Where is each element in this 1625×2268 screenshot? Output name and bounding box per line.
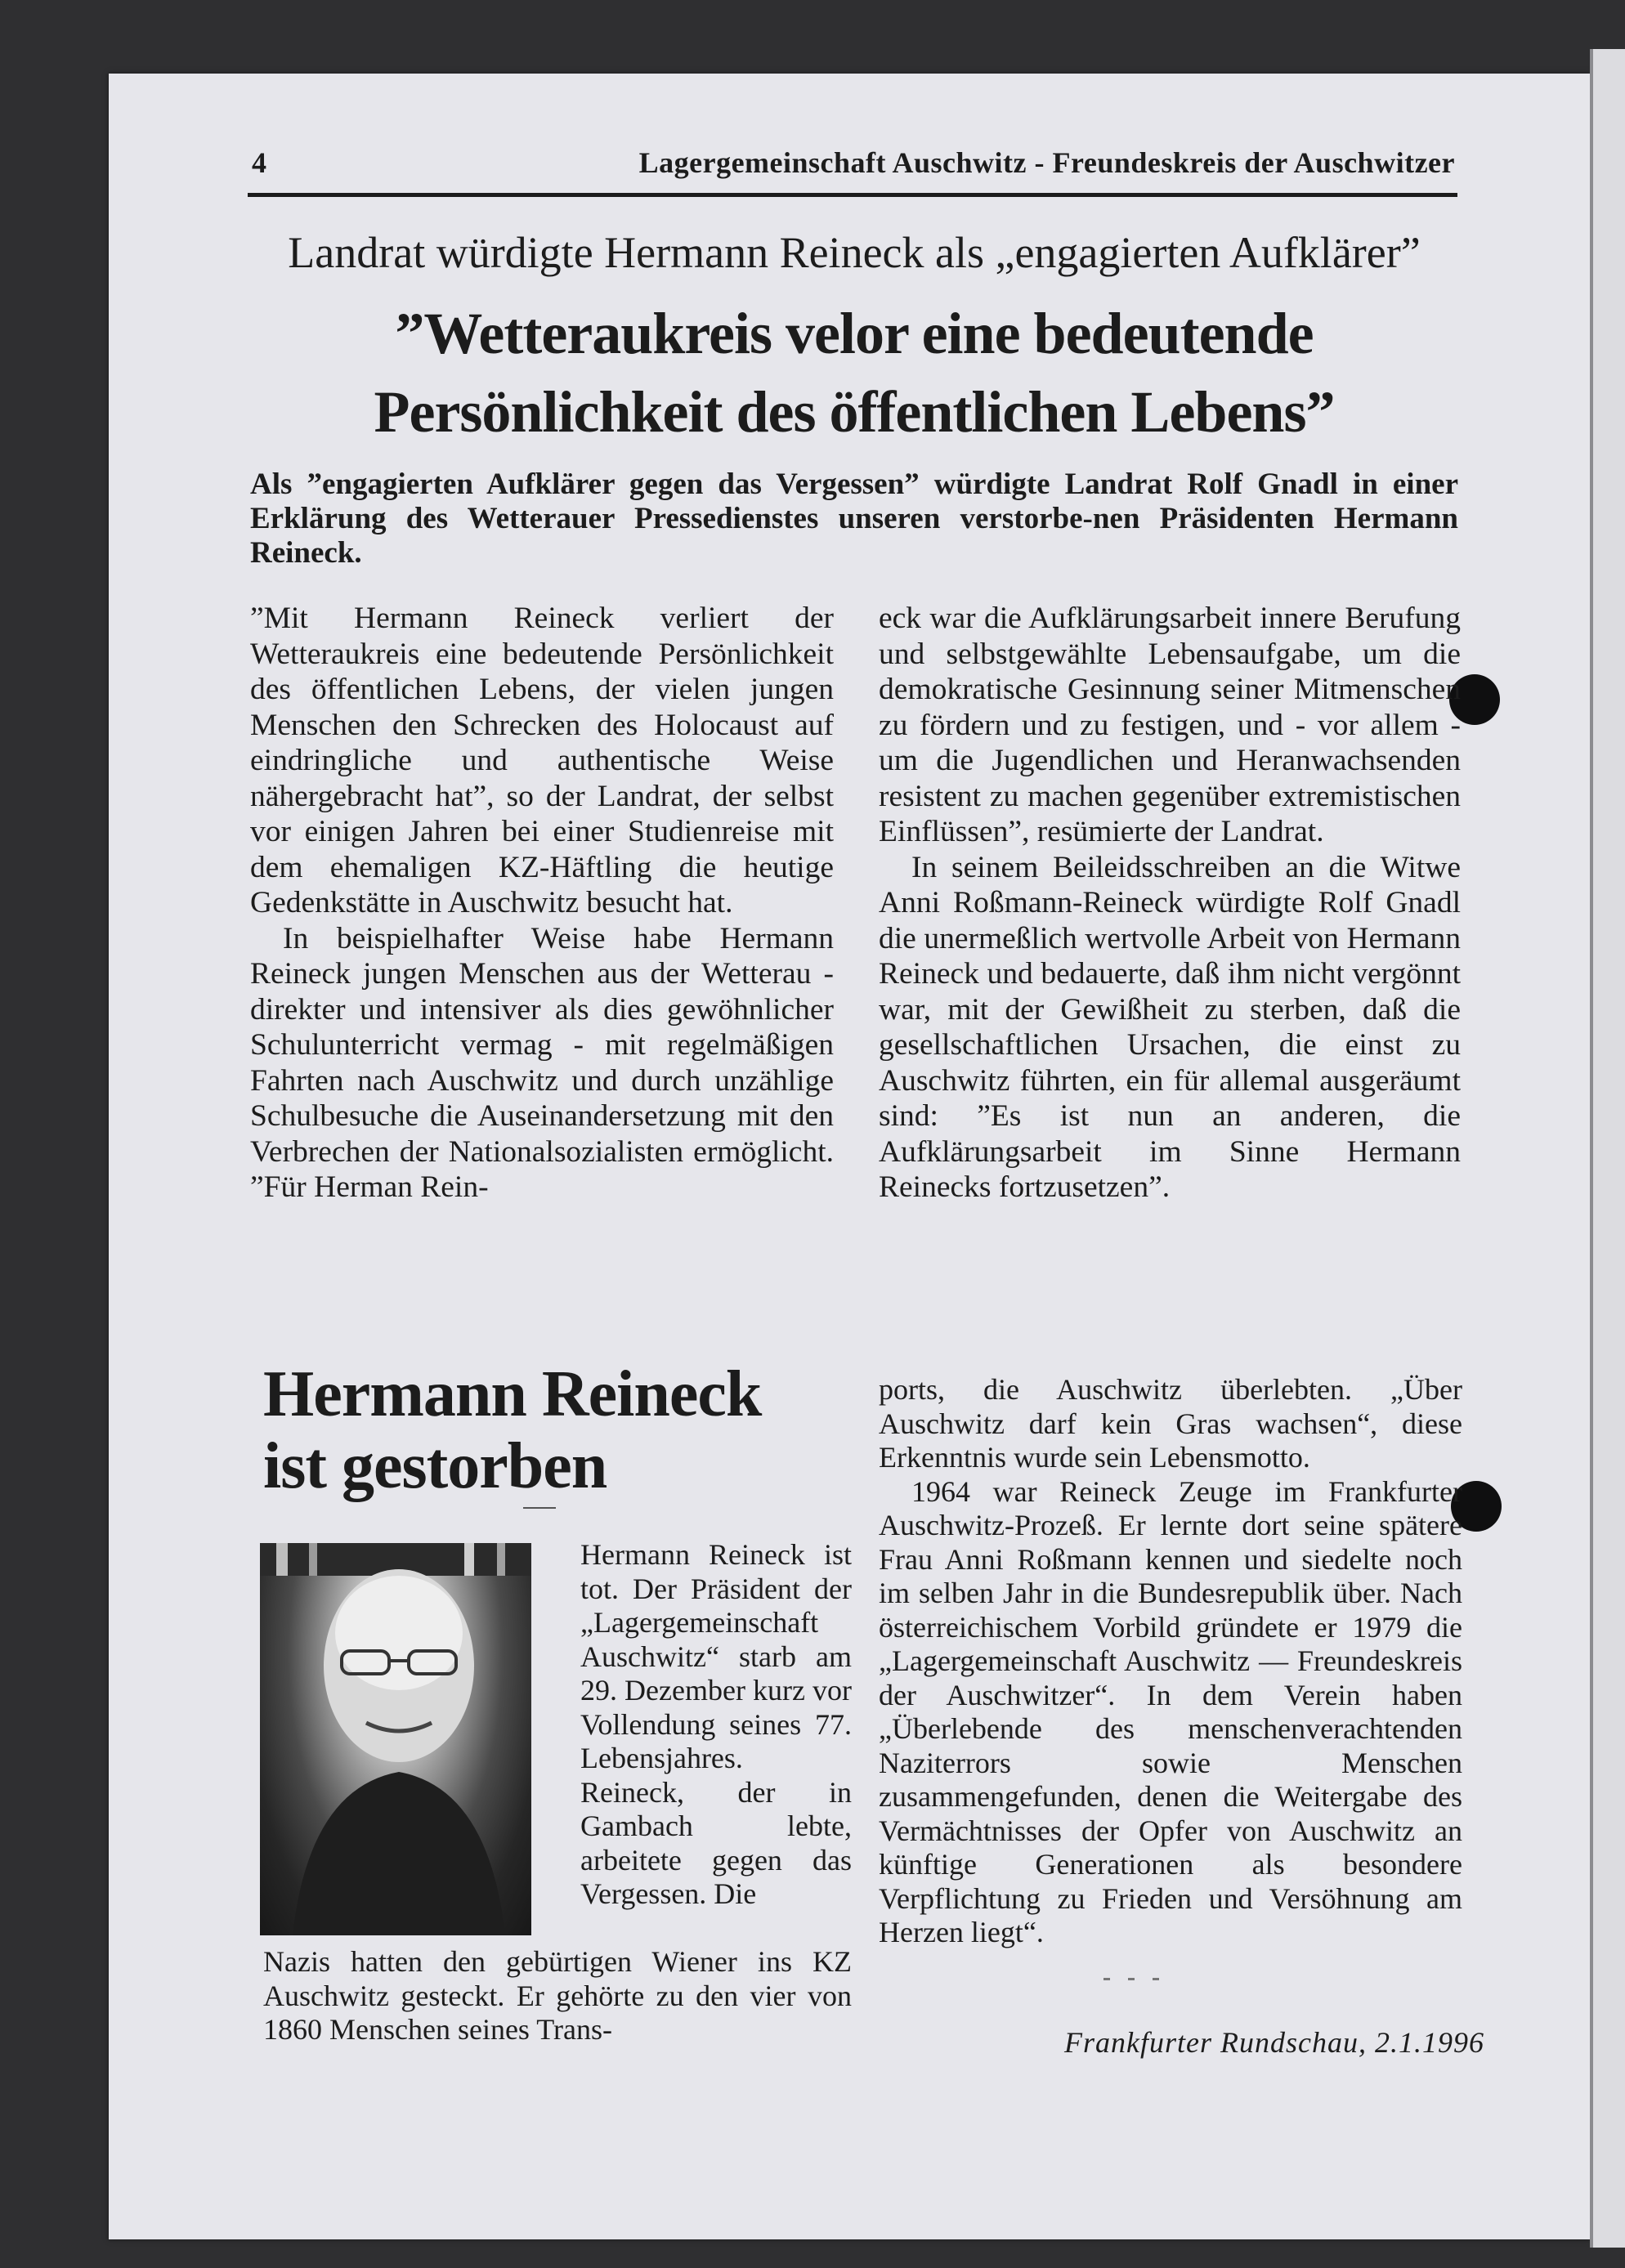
header-rule <box>248 193 1457 197</box>
page-fold-shadow <box>1590 49 1593 2248</box>
running-head-title: Lagergemeinschaft Auschwitz - Freundeskreis der Auschwitzer <box>638 146 1455 179</box>
divider <box>523 1507 556 1509</box>
paragraph: eck war die Aufklärungsarbeit innere Berufung und selbstgewählte Lebensaufgabe, um die demokratische Gesinnung seiner Mitmenschen zu fördern und zu festigen, und - vor allem - um die Jugendlichen und Heranwachsenden resistent zu machen gegenüber extremistischen Einflüssen”, resümierte der Landrat. <box>879 602 1461 848</box>
paragraph: ports, die Auschwitz überlebten. „Über Auschwitz darf kein Gras wachsen“, diese Erkenntnis wurde sein Lebensmotto. <box>879 1373 1462 1474</box>
source-credit: Frankfurter Rundschau, 2.1.1996 <box>1064 2026 1484 2059</box>
paragraph: 1964 war Reineck Zeuge im Frankfurter Auschwitz-Prozeß. Er lernte dort seine spätere Frau Anni Roßmann kennen und siedelte noch im selben Jahr in die Bundesrepublik über. Nach österreichischem Vorbild gründete er 1979 die „Lagergemeinschaft Auschwitz — Freundeskreis der Auschwitzer“. In dem Verein haben „Überlebende des menschenverachtenden Naziterrors sowie Menschen zusammengefunden, denen die Weitergabe des Vermächtnisses der Opfer von Auschwitz an künftige Generationen als besondere Verpflichtung zu Frieden und Versöhnung am Herzen liegt“. <box>879 1474 1462 1948</box>
obituary-wrap-text <box>580 1538 852 1912</box>
headline-line-2: Persönlichkeit des öffentlichen Lebens” <box>374 379 1335 445</box>
article-kicker: Landrat würdigte Hermann Reineck als „engagierten Aufklärer” <box>288 228 1421 277</box>
adjacent-page-edge <box>1590 49 1625 2248</box>
portrait-photo <box>260 1543 531 1935</box>
end-marks <box>1103 1970 1202 1973</box>
headline-line-1: ”Wetteraukreis velor eine bedeutende <box>395 301 1314 366</box>
paragraph: In seinem Beileidsschreiben an die Witwe Anni Roßmann-Reineck würdigte Rolf Gnadl die unermeßlich wertvolle Arbeit von Hermann Reineck und bedauerte, daß ihm nicht vergönnt war, mit der Gewißheit zu sterben, daß die gesellschaftlichen Ursachen, die einst zu Auschwitz führten, ein für allemal ausgeräumt sind: ”Es ist nun an anderen, die Aufklärungsarbeit im Sinne Hermann Reinecks fortzusetzen”. <box>879 850 1461 1204</box>
obituary-headline <box>263 1358 835 1502</box>
portrait-figure <box>260 1543 531 1935</box>
obituary-right-column <box>879 1373 1462 1950</box>
paragraph: In beispielhafter Weise habe Hermann Reineck jungen Menschen aus der Wetterau - direkter und intensiver als dies gewöhnlicher Schulunterricht vermag - mit regelmäßigen Fahrten nach Auschwitz und durch unzählige Schulbesuche die Auseinandersetzung mit den Verbrechen der Nationalsozialisten ermöglicht. ”Für Herman Rein- <box>250 921 834 1204</box>
running-head <box>252 145 1455 195</box>
paragraph: Hermann Reineck ist tot. Der Präsident der „Lagergemeinschaft Auschwitz“ starb am 29. Dezember kurz vor Vollendung seines 77. Lebensjahres. Reineck, der in Gambach lebte, arbeitete gegen das Vergessen. Die <box>580 1538 852 1910</box>
obituary-headline-line-2: ist gestorben <box>263 1430 607 1502</box>
article-lead: Als ”engagierten Aufklärer gegen das Vergessen” würdigte Landrat Rolf Gnadl in einer Erklärung des Wetterauer Pressedienstes unseren verstorbe-nen Präsidenten Hermann Reineck. <box>250 467 1458 570</box>
page-number: 4 <box>252 146 267 179</box>
obituary-lower-text <box>263 1945 852 2047</box>
article-column-left <box>250 601 834 1206</box>
paragraph: Nazis hatten den gebürtigen Wiener ins KZ Auschwitz gesteckt. Er gehörte zu den vier von 1860 Menschen seines Trans- <box>263 1945 852 2046</box>
paragraph: ”Mit Hermann Reineck verliert der Wetteraukreis eine bedeutende Persönlichkeit des öffentlichen Lebens, der vielen jungen Menschen den Schrecken des Holocaust auf eindringliche und authentische Weise nähergebracht hat”, so der Landrat, der selbst vor einigen Jahren bei einer Studienreise mit dem ehemaligen KZ-Häftling die heutige Gedenkstätte in Auschwitz besucht hat. <box>250 602 834 919</box>
obituary-headline-line-1: Hermann Reineck <box>263 1358 762 1430</box>
article-headline <box>245 294 1463 451</box>
article-column-right <box>879 601 1461 1206</box>
